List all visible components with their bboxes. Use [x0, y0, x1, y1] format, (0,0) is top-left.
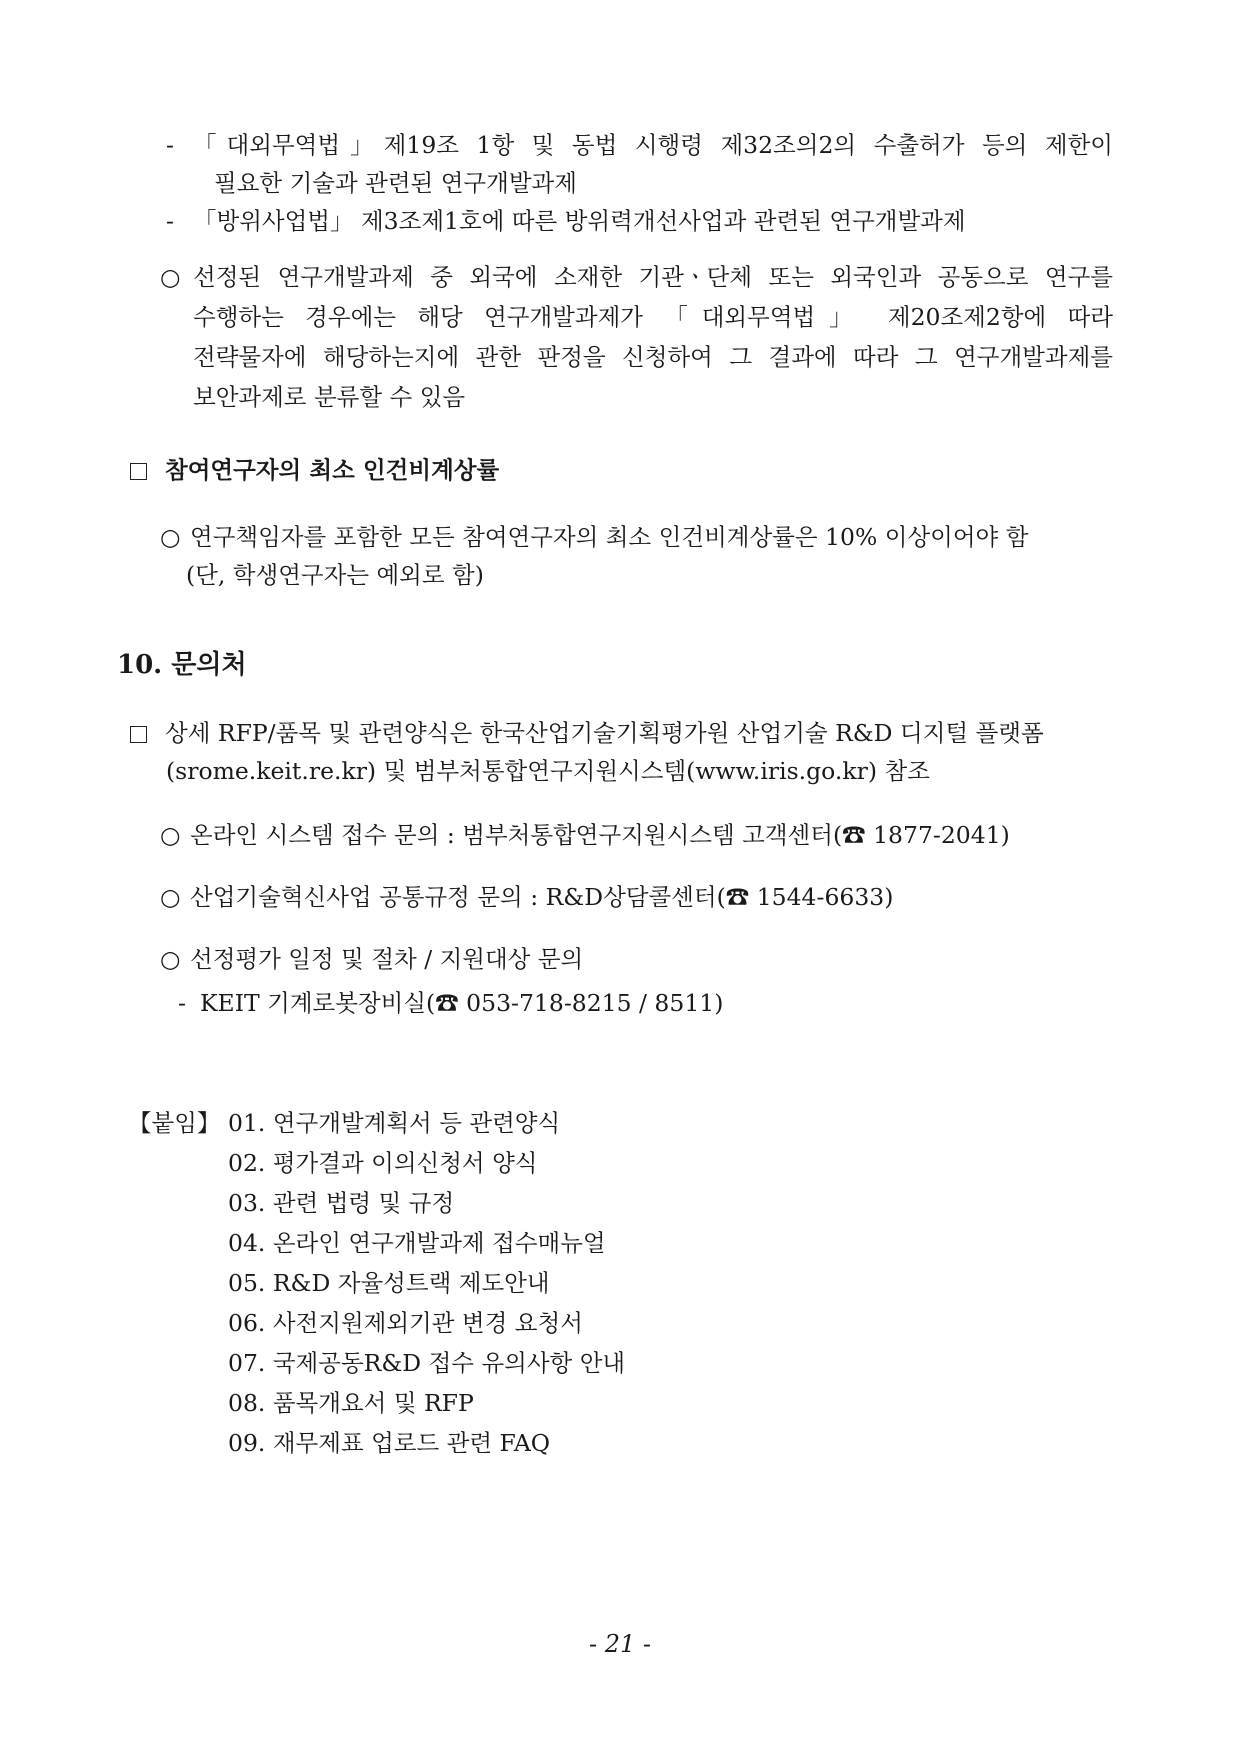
dash-bullet: -	[178, 989, 186, 1017]
contact-item-evaluation-sub: KEIT 기계로봇장비실(☎ 053-718-8215 / 8511)	[200, 989, 724, 1017]
bullet-foreign-trade-line1: 「대외무역법」제19조 1항 및 동법 시행령 제32조의2의 수출허가 등의 제한이	[193, 131, 1113, 159]
contact-intro-line1-wrap	[130, 718, 1044, 748]
square-bullet-icon	[130, 726, 147, 743]
dash-bullet: -	[166, 207, 174, 235]
attachments-label: 【붙임】	[128, 1109, 221, 1137]
min-labor-line1: 연구책임자를 포함한 모든 참여연구자의 최소 인건비계상률은 10% 이상이어야 함	[190, 523, 1029, 551]
section-heading-min-labor: 참여연구자의 최소 인건비계상률	[130, 455, 499, 485]
attachment-item: 05. R&D 자율성트랙 제도안내	[228, 1269, 550, 1297]
para-line1: 선정된 연구개발과제 중 외국에 소재한 기관ㆍ단체 또는 외국인과 공동으로 연구를	[193, 263, 1113, 291]
circle-bullet: ○	[160, 263, 181, 291]
attachment-item: 03. 관련 법령 및 규정	[228, 1189, 455, 1217]
attachment-item: 06. 사전지원제외기관 변경 요청서	[228, 1309, 583, 1337]
bullet-defense: 「방위사업법」 제3조제1호에 따른 방위력개선사업과 관련된 연구개발과제	[193, 207, 966, 235]
circle-bullet: ○	[160, 821, 181, 849]
contact-item-common-rules: 산업기술혁신사업 공통규정 문의 : R&D상담콜센터(☎ 1544-6633)	[190, 883, 894, 911]
circle-bullet: ○	[160, 523, 181, 551]
contact-item-online: 온라인 시스템 접수 문의 : 범부처통합연구지원시스템 고객센터(☎ 1877-2041)	[190, 821, 1010, 849]
circle-bullet: ○	[160, 883, 181, 911]
para-line2: 수행하는 경우에는 해당 연구개발과제가 「대외무역법」 제20조제2항에 따라	[193, 303, 1113, 331]
contact-item-evaluation: 선정평가 일정 및 절차 / 지원대상 문의	[190, 945, 584, 973]
attachment-item: 09. 재무제표 업로드 관련 FAQ	[228, 1429, 551, 1457]
para-line3: 전략물자에 해당하는지에 관한 판정을 신청하여 그 결과에 따라 그 연구개발과제를	[193, 343, 1113, 371]
min-labor-line2: (단, 학생연구자는 예외로 함)	[186, 561, 484, 589]
dash-bullet: -	[166, 131, 174, 159]
attachment-item: 07. 국제공동R&D 접수 유의사항 안내	[228, 1349, 626, 1377]
contact-intro-line1: 상세 RFP/품목 및 관련양식은 한국산업기술기획평가원 산업기술 R&D 디지털 플랫폼	[165, 719, 1044, 747]
para-line4: 보안과제로 분류할 수 있음	[193, 383, 466, 411]
contact-intro-line2: (srome.keit.re.kr) 및 범부처통합연구지원시스템(www.iris.go.kr) 참조	[166, 757, 930, 785]
bullet-foreign-trade-line2: 필요한 기술과 관련된 연구개발과제	[214, 169, 577, 197]
attachment-item: 04. 온라인 연구개발과제 접수매뉴얼	[228, 1229, 606, 1257]
attachment-item: 08. 품목개요서 및 RFP	[228, 1389, 474, 1417]
contact-heading: 10. 문의처	[117, 650, 247, 680]
attachment-item: 01. 연구개발계획서 등 관련양식	[228, 1109, 561, 1137]
attachment-item: 02. 평가결과 이의신청서 양식	[228, 1149, 538, 1177]
circle-bullet: ○	[160, 945, 181, 973]
page-number: - 21 -	[588, 1630, 651, 1658]
square-bullet-icon	[130, 463, 147, 480]
